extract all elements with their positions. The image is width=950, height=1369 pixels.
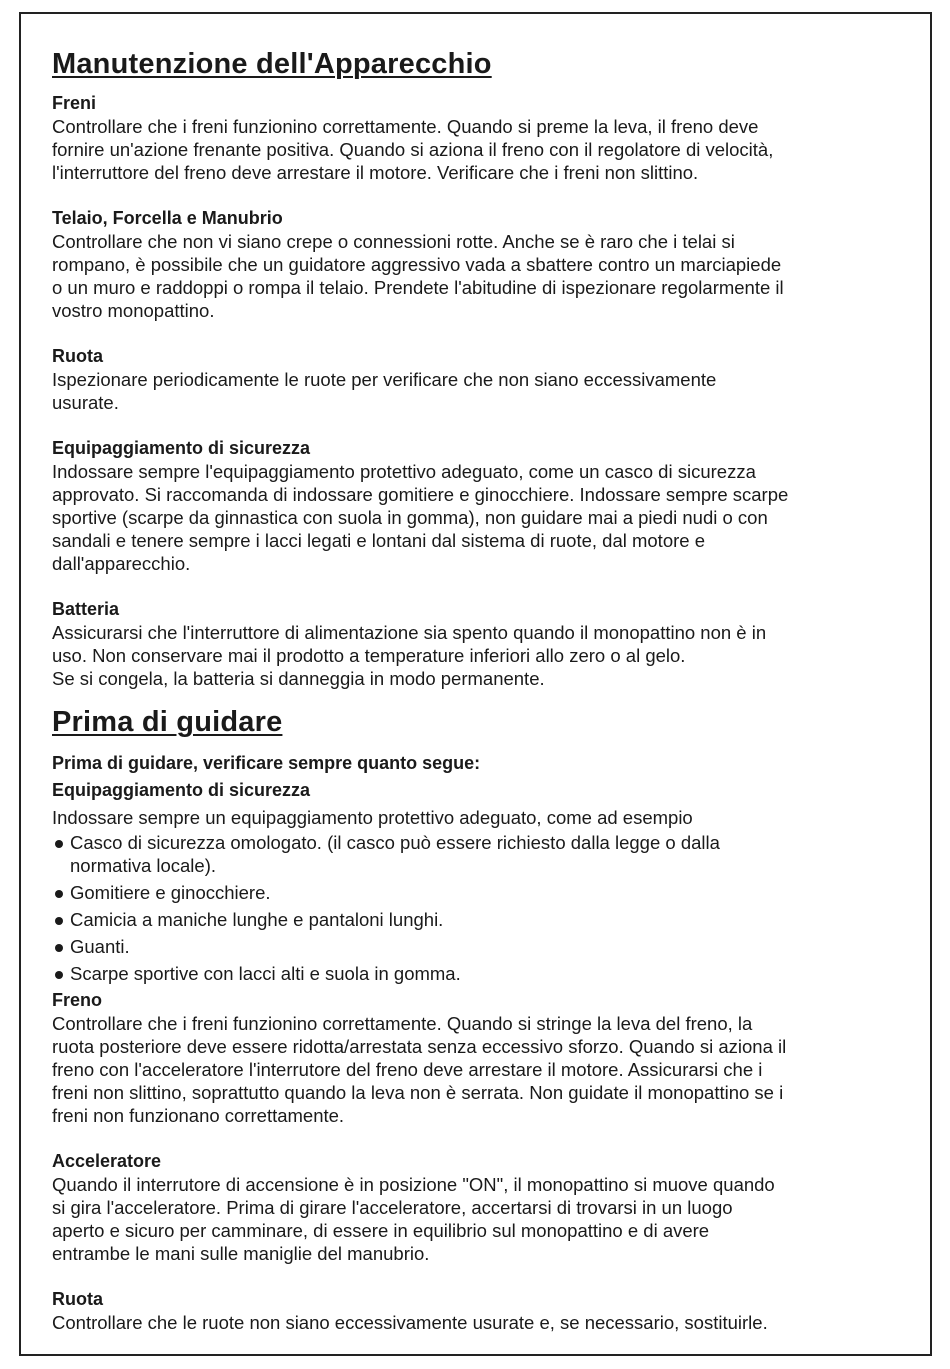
safety-equipment-title: Equipaggiamento di sicurezza [52,780,311,800]
wheel-check-text: Controllare che le ruote non siano eccessivamente usurate e, se necessario, sostituirle. [52,1312,768,1333]
safety-equipment-list [52,831,912,985]
frame-section [52,207,912,322]
frame-text: Controllare che non vi siano crepe o connessioni rotte. Anche se è raro che i telai si rompano, è possibile che un guidatore aggressivo vada a sbattere contro un marciapiede o un muro e raddoppi o rompa il telaio. Prendete l'abitudine di ispezionare regolarmente il vostro monopattino. [52,231,784,321]
bullet-icon [55,971,63,979]
brake-check-title: Freno [52,990,103,1010]
brake-check-text: Controllare che i freni funzionino correttamente. Quando si stringe la leva del freno, la ruota posteriore deve essere ridotta/arrestata senza eccessivo sforzo. Quando si aziona il freno con l'acceleratore l'interrutore del freno deve arrestare il motore. Assicurarsi che i freni non slittino, soprattutto quando la leva non è serrata. Non guidate il monopattino se i freni non funzionano correttamente. [52,1013,787,1126]
list-item: Camicia a maniche lunghe e pantaloni lunghi. [52,908,912,931]
brakes-title: Freni [52,93,97,113]
brake-check-section [52,989,912,1127]
wheel-text: Ispezionare periodicamente le ruote per verificare che non siano eccessivamente usurate. [52,369,717,413]
bullet-icon [55,944,63,952]
brakes-text: Controllare che i freni funzionino correttamente. Quando si preme la leva, il freno deve fornire un'azione frenante positiva. Quando si aziona il freno con il regolatore di velocità, l'interruttore del freno deve arrestare il motore. Verificare che i freni non slittino. [52,116,774,183]
throttle-title: Acceleratore [52,1151,162,1171]
battery-title: Batteria [52,599,120,619]
wheel-check-title: Ruota [52,1289,103,1309]
before-riding-lead: Prima di guidare, verificare sempre quanto segue: [52,753,481,773]
battery-section [52,598,912,690]
safety-equipment-intro: Indossare sempre un equipaggiamento protettivo adeguato, come ad esempio [52,807,693,828]
maintenance-heading: Manutenzione dell'Apparecchio [52,48,492,80]
manual-page [52,44,912,1334]
bullet-icon [55,840,63,848]
safety-gear-text: Indossare sempre l'equipaggiamento protettivo adeguato, come un casco di sicurezza approvato. Si raccomanda di indossare gomitiere e ginocchiere. Indossare sempre scarpe sportive (scarpe da ginnastica con suola in gomma), non guidare mai a piedi nudi o con sandali e tenere sempre i lacci legati e lontani dal sistema di ruote, dal motore e dall'apparecchio. [52,461,789,574]
battery-text: Assicurarsi che l'interruttore di alimentazione sia spento quando il monopattino non è in uso. Non conservare mai il prodotto a temperature inferiori allo zero o al gelo. Se si congela, la batteria si danneggia in modo permanente. [52,622,767,689]
safety-gear-title: Equipaggiamento di sicurezza [52,438,311,458]
throttle-text: Quando il interrutore di accensione è in posizione "ON", il monopattino si muove quando si gira l'acceleratore. Prima di girare l'acceleratore, accertarsi di trovarsi in un luogo aperto e sicuro per camminare, di essere in equilibrio sul monopattino e di avere entrambe le mani sulle maniglie del manubrio. [52,1174,775,1264]
wheel-check-section [52,1288,912,1334]
brakes-section [52,92,912,184]
wheel-title: Ruota [52,346,103,366]
safety-gear-section [52,437,912,575]
list-item: Gomitiere e ginocchiere. [52,881,912,904]
wheel-section [52,345,912,414]
list-item: Guanti. [52,935,912,958]
list-item: Casco di sicurezza omologato. (il casco può essere richiesto dalla legge o dalla normativa locale). [52,831,912,877]
before-riding-heading: Prima di guidare [52,706,283,738]
list-item: Scarpe sportive con lacci alti e suola in gomma. [52,962,912,985]
bullet-icon [55,917,63,925]
frame-title: Telaio, Forcella e Manubrio [52,208,283,228]
throttle-section [52,1150,912,1265]
bullet-icon [55,890,63,898]
